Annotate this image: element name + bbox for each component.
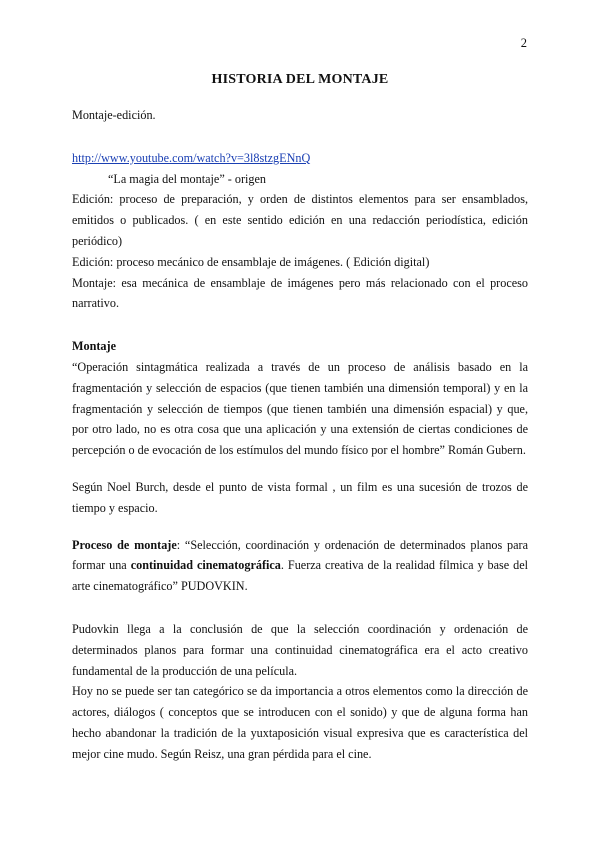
burch-paragraph: Según Noel Burch, desde el punto de vista formal , un film es una sucesión de trozos de tiempo y espacio. — [72, 479, 528, 515]
section-heading-montaje: Montaje — [72, 339, 116, 354]
proceso-text-before: : “Selección, coordinación y ordenación de determinados planos para formar una — [72, 537, 528, 573]
page-number: 2 — [520, 36, 527, 50]
proceso-emphasis: continuidad cinematográfica — [130, 558, 281, 573]
document-title: HISTORIA DEL MONTAJE — [211, 72, 389, 87]
document-body — [72, 105, 528, 765]
proceso-text-after: . Fuerza creativa de la realidad fílmica y base del arte cinematográfico” PUDOVKIN. — [72, 558, 529, 594]
subtitle: Montaje-edición. — [72, 108, 156, 122]
video-caption: “La magia del montaje” - origen — [108, 171, 267, 186]
definition-montaje: Montaje: esa mecánica de ensamblaje de imágenes pero más relacionado con el proceso narrativo. — [72, 275, 528, 311]
definition-edicion-1: Edición: proceso de preparación, y orden de distintos elementos para ser ensamblados, emitidos o publicados. ( en este sentido edición en una redacción periodística, edición periódico) — [72, 192, 528, 248]
youtube-link[interactable]: http://www.youtube.com/watch?v=3l8stzgENnQ — [72, 150, 311, 165]
gubern-quote: “Operación sintagmática realizada a través de un proceso de análisis basado en la fragmentación y selección de espacios (que tienen también una dimensión temporal) y en la fragmentación y selección de tiempos (que tienen también una dimensión espacial) y que, por otro lado, no es otra cosa que una aplicación y una extensión de ciertas condiciones de percepción o de evocación de los estímulos del mundo físico por el hombre” Román Gubern. — [72, 359, 528, 458]
reisz-paragraph: Hoy no se puede ser tan categórico se da importancia a otros elementos como la dirección de actores, diálogos ( conceptos que se introducen con el sonido) y que de alguna forma han hecho abandonar la tradición de la yuxtaposición visual expresiva que es característica del mejor cine mudo. Según Reisz, una gran pérdida para el cine. — [72, 684, 528, 761]
proceso-paragraph — [72, 535, 528, 597]
proceso-label: Proceso de montaje — [72, 537, 177, 552]
pudovkin-paragraph: Pudovkin llega a la conclusión de que la selección coordinación y ordenación de determinados planos para formar una continuidad cinematográfica era el acto creativo fundamental de la producción de una película. — [72, 621, 528, 678]
definition-edicion-2: Edición: proceso mecánico de ensamblaje de imágenes. ( Edición digital) — [72, 254, 430, 269]
